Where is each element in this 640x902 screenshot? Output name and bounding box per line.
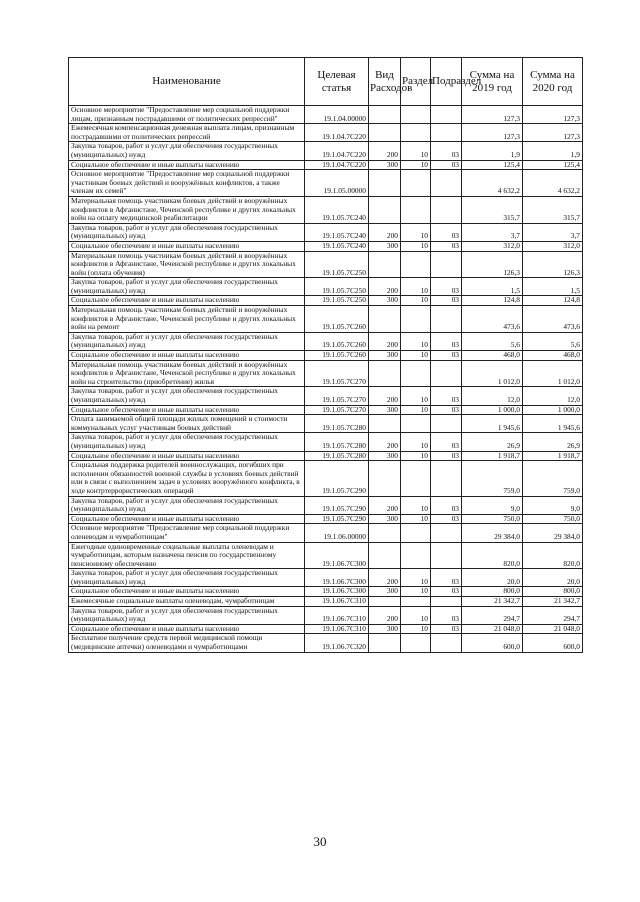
cell-sum-2020: 3,7 [523,223,583,241]
cell-subsection: 03 [431,496,462,514]
cell-subsection: 03 [431,606,462,624]
cell-target-code: 19.1.05.7С290 [305,496,369,514]
cell-target-code: 19.1.05.7С260 [305,332,369,350]
cell-sum-2020: 20,0 [523,569,583,587]
cell-section: 10 [401,296,431,306]
cell-target-code: 19.1.05.7С280 [305,451,369,461]
cell-target-code: 19.1.04.00000 [305,106,369,124]
cell-name: Бесплатное получение средств первой медицинской помощи (медицинские аптечки) оленеводами и чумработницами [69,634,305,652]
cell-name: Социальное обеспечение и иные выплаты населению [69,587,305,597]
cell-sum-2020: 127,3 [523,124,583,142]
table-row [69,278,583,296]
cell-sum-2020: 1 012,0 [523,360,583,387]
cell-section: 10 [401,606,431,624]
cell-target-code: 19.1.05.7С240 [305,223,369,241]
cell-section: 10 [401,405,431,415]
cell-subsection: 03 [431,351,462,361]
cell-name: Социальная поддержка родителей военнослужащих, погибших при исполнении обязанностей военной службы в условиях боевых действий или в связи с выполнением задач в условиях вооружённого конфликта, в ходе контртеррористических операций [69,461,305,496]
cell-name: Закупка товаров, работ и услуг для обеспечения государственных (муниципальных) нужд [69,496,305,514]
cell-expense-kind: 200 [369,278,401,296]
cell-subsection: 03 [431,278,462,296]
cell-sum-2019: 600,0 [462,634,523,652]
cell-sum-2020: 127,3 [523,106,583,124]
cell-sum-2020: 600,0 [523,634,583,652]
table-row [69,542,583,569]
cell-expense-kind: 300 [369,160,401,170]
cell-section [401,360,431,387]
cell-section [401,196,431,223]
cell-subsection: 03 [431,451,462,461]
cell-section [401,524,431,542]
cell-sum-2019: 20,0 [462,569,523,587]
table-row [69,251,583,278]
cell-sum-2019: 1,9 [462,142,523,160]
cell-sum-2020: 1 918,7 [523,451,583,461]
cell-subsection [431,597,462,607]
cell-section [401,634,431,652]
cell-section: 10 [401,433,431,451]
cell-expense-kind: 200 [369,142,401,160]
cell-subsection [431,360,462,387]
cell-sum-2020: 1 000,0 [523,405,583,415]
cell-expense-kind [369,524,401,542]
cell-sum-2019: 126,3 [462,251,523,278]
cell-name: Социальное обеспечение и иные выплаты населению [69,405,305,415]
cell-expense-kind: 300 [369,451,401,461]
cell-target-code: 19.1.05.7С250 [305,251,369,278]
cell-name: Закупка товаров, работ и услуг для обеспечения государственных (муниципальных) нужд [69,142,305,160]
cell-sum-2020: 21 048,0 [523,624,583,634]
cell-name: Закупка товаров, работ и услуг для обеспечения государственных (муниципальных) нужд [69,223,305,241]
cell-sum-2019: 1 918,7 [462,451,523,461]
cell-name: Закупка товаров, работ и услуг для обеспечения государственных (муниципальных) нужд [69,569,305,587]
header-code: Целевая статья [305,58,369,106]
cell-target-code: 19.1.05.7С290 [305,514,369,524]
cell-sum-2019: 29 384,0 [462,524,523,542]
table-row [69,415,583,433]
cell-subsection: 03 [431,587,462,597]
cell-subsection [431,124,462,142]
cell-sum-2019: 294,7 [462,606,523,624]
cell-target-code: 19.1.05.00000 [305,170,369,197]
table-row [69,124,583,142]
cell-sum-2019: 21 048,0 [462,624,523,634]
table-row [69,196,583,223]
cell-subsection: 03 [431,160,462,170]
cell-sum-2019: 315,7 [462,196,523,223]
cell-target-code: 19.1.05.7С260 [305,351,369,361]
cell-target-code: 19.1.05.7С270 [305,405,369,415]
table-row [69,597,583,607]
cell-section [401,170,431,197]
cell-expense-kind [369,170,401,197]
table-row [69,306,583,333]
cell-expense-kind: 300 [369,241,401,251]
cell-subsection: 03 [431,569,462,587]
table-row [69,241,583,251]
cell-name: Основное мероприятие "Предоставление мер социальной поддержки лицам, признанным пострадавшими от политических репрессий" [69,106,305,124]
cell-expense-kind: 300 [369,351,401,361]
cell-expense-kind [369,196,401,223]
cell-target-code: 19.1.05.7С280 [305,433,369,451]
cell-subsection [431,415,462,433]
cell-expense-kind: 200 [369,569,401,587]
cell-sum-2020: 4 632,2 [523,170,583,197]
cell-target-code: 19.1.05.7С240 [305,241,369,251]
cell-target-code: 19.1.06.7С310 [305,597,369,607]
cell-sum-2019: 127,3 [462,124,523,142]
cell-target-code: 19.1.06.7С300 [305,542,369,569]
cell-name: Социальное обеспечение и иные выплаты населению [69,514,305,524]
cell-expense-kind: 200 [369,332,401,350]
table-row [69,170,583,197]
cell-subsection: 03 [431,296,462,306]
cell-sum-2020: 126,3 [523,251,583,278]
cell-name: Закупка товаров, работ и услуг для обеспечения государственных (муниципальных) нужд [69,433,305,451]
cell-target-code: 19.1.05.7С280 [305,415,369,433]
cell-name: Социальное обеспечение и иные выплаты населению [69,351,305,361]
cell-section: 10 [401,241,431,251]
cell-name: Социальное обеспечение и иные выплаты населению [69,241,305,251]
cell-subsection [431,196,462,223]
cell-sum-2019: 9,0 [462,496,523,514]
cell-sum-2019: 12,0 [462,387,523,405]
cell-name: Закупка товаров, работ и услуг для обеспечения государственных (муниципальных) нужд [69,387,305,405]
cell-sum-2020: 26,9 [523,433,583,451]
table-row [69,606,583,624]
cell-sum-2019: 125,4 [462,160,523,170]
cell-expense-kind: 300 [369,514,401,524]
cell-sum-2020: 125,4 [523,160,583,170]
header-sum-2020: Сумма на 2020 год [523,58,583,106]
cell-subsection: 03 [431,223,462,241]
cell-name: Социальное обеспечение и иные выплаты населению [69,160,305,170]
cell-sum-2020: 1,5 [523,278,583,296]
table-row [69,351,583,361]
cell-sum-2020: 29 384,0 [523,524,583,542]
cell-target-code: 19.1.06.7С310 [305,606,369,624]
table-header-row [69,58,583,106]
cell-subsection: 03 [431,387,462,405]
cell-sum-2019: 800,0 [462,587,523,597]
cell-target-code: 19.1.06.7С300 [305,569,369,587]
cell-sum-2019: 3,7 [462,223,523,241]
table-row [69,106,583,124]
cell-sum-2020: 9,0 [523,496,583,514]
cell-sum-2019: 468,0 [462,351,523,361]
header-section: Раздел [401,58,431,106]
cell-section: 10 [401,387,431,405]
page-number: 30 [313,834,327,849]
cell-expense-kind [369,461,401,496]
cell-section [401,124,431,142]
cell-expense-kind [369,251,401,278]
cell-expense-kind [369,597,401,607]
cell-sum-2019: 820,0 [462,542,523,569]
cell-expense-kind [369,106,401,124]
cell-name: Ежегодные единовременные социальные выплаты оленеводам и чумработницам, которым назначена пенсия по государственному пенсионному обеспечению [69,542,305,569]
cell-expense-kind [369,306,401,333]
cell-target-code: 19.1.05.7С270 [305,360,369,387]
cell-sum-2019: 124,8 [462,296,523,306]
cell-subsection: 03 [431,433,462,451]
table-row [69,387,583,405]
cell-section [401,106,431,124]
cell-section: 10 [401,451,431,461]
cell-subsection [431,542,462,569]
cell-section [401,306,431,333]
table-row [69,634,583,652]
cell-subsection: 03 [431,624,462,634]
cell-sum-2020: 468,0 [523,351,583,361]
cell-subsection: 03 [431,514,462,524]
cell-subsection [431,306,462,333]
table-body [69,106,583,653]
cell-section: 10 [401,351,431,361]
cell-expense-kind [369,360,401,387]
cell-expense-kind: 200 [369,606,401,624]
table-row [69,569,583,587]
cell-sum-2020: 800,0 [523,587,583,597]
cell-expense-kind [369,634,401,652]
cell-name: Социальное обеспечение и иные выплаты населению [69,296,305,306]
cell-sum-2020: 315,7 [523,196,583,223]
cell-section: 10 [401,332,431,350]
cell-name: Закупка товаров, работ и услуг для обеспечения государственных (муниципальных) нужд [69,278,305,296]
cell-section: 10 [401,223,431,241]
cell-sum-2019: 1 012,0 [462,360,523,387]
cell-target-code: 19.1.06.00000 [305,524,369,542]
cell-name: Основное мероприятие "Предоставление мер социальной поддержки участникам боевых действий и вооружённых конфликтов, а также членам их семей" [69,170,305,197]
cell-name: Материальная помощь участникам боевых действий и вооружённых конфликтов в Афганистане, Чеченской республике и других локальных войн на строительство (приобретение) жилья [69,360,305,387]
cell-subsection [431,251,462,278]
cell-name: Ежемесячная компенсационная денежная выплата лицам, признанным пострадавшими от политических репрессий [69,124,305,142]
cell-sum-2020: 750,0 [523,514,583,524]
cell-target-code: 19.1.04.7С220 [305,124,369,142]
cell-name: Материальная помощь участникам боевых действий и вооружённых конфликтов в Афганистане, Чеченской республике и других локальных войн на ремонт [69,306,305,333]
table-row [69,142,583,160]
cell-name: Основное мероприятие "Предоставление мер социальной поддержки оленеводам и чумработницам" [69,524,305,542]
cell-target-code: 19.1.06.7С310 [305,624,369,634]
cell-section: 10 [401,587,431,597]
cell-expense-kind: 200 [369,223,401,241]
cell-subsection [431,170,462,197]
cell-section [401,251,431,278]
cell-target-code: 19.1.05.7С290 [305,461,369,496]
cell-target-code: 19.1.04.7С220 [305,142,369,160]
cell-section [401,542,431,569]
table-row [69,332,583,350]
cell-expense-kind: 200 [369,433,401,451]
cell-subsection: 03 [431,142,462,160]
table-row [69,433,583,451]
cell-name: Закупка товаров, работ и услуг для обеспечения государственных (муниципальных) нужд [69,332,305,350]
cell-name: Оплата занимаемой общей площади жилых помещений и стоимости коммунальных услуг участникам боевых действий [69,415,305,433]
cell-sum-2020: 1 945,6 [523,415,583,433]
cell-sum-2020: 312,0 [523,241,583,251]
cell-section: 10 [401,278,431,296]
cell-sum-2020: 820,0 [523,542,583,569]
cell-sum-2020: 759,0 [523,461,583,496]
cell-sum-2020: 1,9 [523,142,583,160]
cell-name: Материальная помощь участникам боевых действий и вооружённых конфликтов в Афганистане, Чеченской республике и других локальных войн на оплату медицинской реабилитации [69,196,305,223]
cell-subsection: 03 [431,332,462,350]
cell-section: 10 [401,514,431,524]
table-row [69,360,583,387]
header-kind: Вид Расходов [369,58,401,106]
cell-expense-kind: 200 [369,387,401,405]
cell-expense-kind [369,542,401,569]
cell-target-code: 19.1.06.7С300 [305,587,369,597]
cell-expense-kind: 300 [369,296,401,306]
cell-sum-2019: 5,6 [462,332,523,350]
cell-expense-kind: 300 [369,405,401,415]
cell-expense-kind [369,415,401,433]
header-subsection: Подраздел [431,58,462,106]
cell-sum-2020: 5,6 [523,332,583,350]
cell-name: Ежемесячные социальные выплаты оленеводам, чумработницам [69,597,305,607]
cell-sum-2019: 26,9 [462,433,523,451]
cell-target-code: 19.1.05.7С260 [305,306,369,333]
cell-expense-kind [369,124,401,142]
header-sum-2019: Сумма на 2019 год [462,58,523,106]
cell-section: 10 [401,142,431,160]
header-name: Наименование [69,58,305,106]
cell-target-code: 19.1.04.7С220 [305,160,369,170]
cell-section: 10 [401,624,431,634]
cell-target-code: 19.1.05.7С250 [305,296,369,306]
cell-section [401,597,431,607]
cell-sum-2020: 294,7 [523,606,583,624]
cell-name: Социальное обеспечение и иные выплаты населению [69,451,305,461]
cell-expense-kind: 300 [369,587,401,597]
cell-sum-2020: 124,8 [523,296,583,306]
cell-sum-2019: 473,6 [462,306,523,333]
cell-target-code: 19.1.05.7С240 [305,196,369,223]
table-row [69,223,583,241]
cell-section [401,461,431,496]
budget-table [68,57,583,653]
cell-sum-2020: 21 342,7 [523,597,583,607]
cell-subsection: 03 [431,241,462,251]
cell-name: Закупка товаров, работ и услуг для обеспечения государственных (муниципальных) нужд [69,606,305,624]
cell-expense-kind: 200 [369,496,401,514]
cell-sum-2019: 1,5 [462,278,523,296]
cell-target-code: 19.1.06.7С320 [305,634,369,652]
cell-section: 10 [401,496,431,514]
cell-sum-2020: 12,0 [523,387,583,405]
cell-subsection: 03 [431,405,462,415]
table-row [69,461,583,496]
cell-subsection [431,634,462,652]
cell-sum-2020: 473,6 [523,306,583,333]
cell-sum-2019: 750,0 [462,514,523,524]
cell-target-code: 19.1.05.7С250 [305,278,369,296]
cell-target-code: 19.1.05.7С270 [305,387,369,405]
cell-sum-2019: 4 632,2 [462,170,523,197]
cell-subsection [431,461,462,496]
cell-sum-2019: 1 945,6 [462,415,523,433]
cell-name: Социальное обеспечение и иные выплаты населению [69,624,305,634]
cell-subsection [431,524,462,542]
cell-sum-2019: 759,0 [462,461,523,496]
cell-expense-kind: 300 [369,624,401,634]
cell-section [401,415,431,433]
cell-sum-2019: 127,3 [462,106,523,124]
cell-sum-2019: 312,0 [462,241,523,251]
cell-subsection [431,106,462,124]
cell-name: Материальная помощь участникам боевых действий и вооружённых конфликтов в Афганистане, Чеченской республике и других локальных войн (оплата обучения) [69,251,305,278]
table-row [69,496,583,514]
table-row [69,524,583,542]
cell-section: 10 [401,569,431,587]
cell-sum-2019: 1 000,0 [462,405,523,415]
cell-sum-2019: 21 342,7 [462,597,523,607]
cell-section: 10 [401,160,431,170]
